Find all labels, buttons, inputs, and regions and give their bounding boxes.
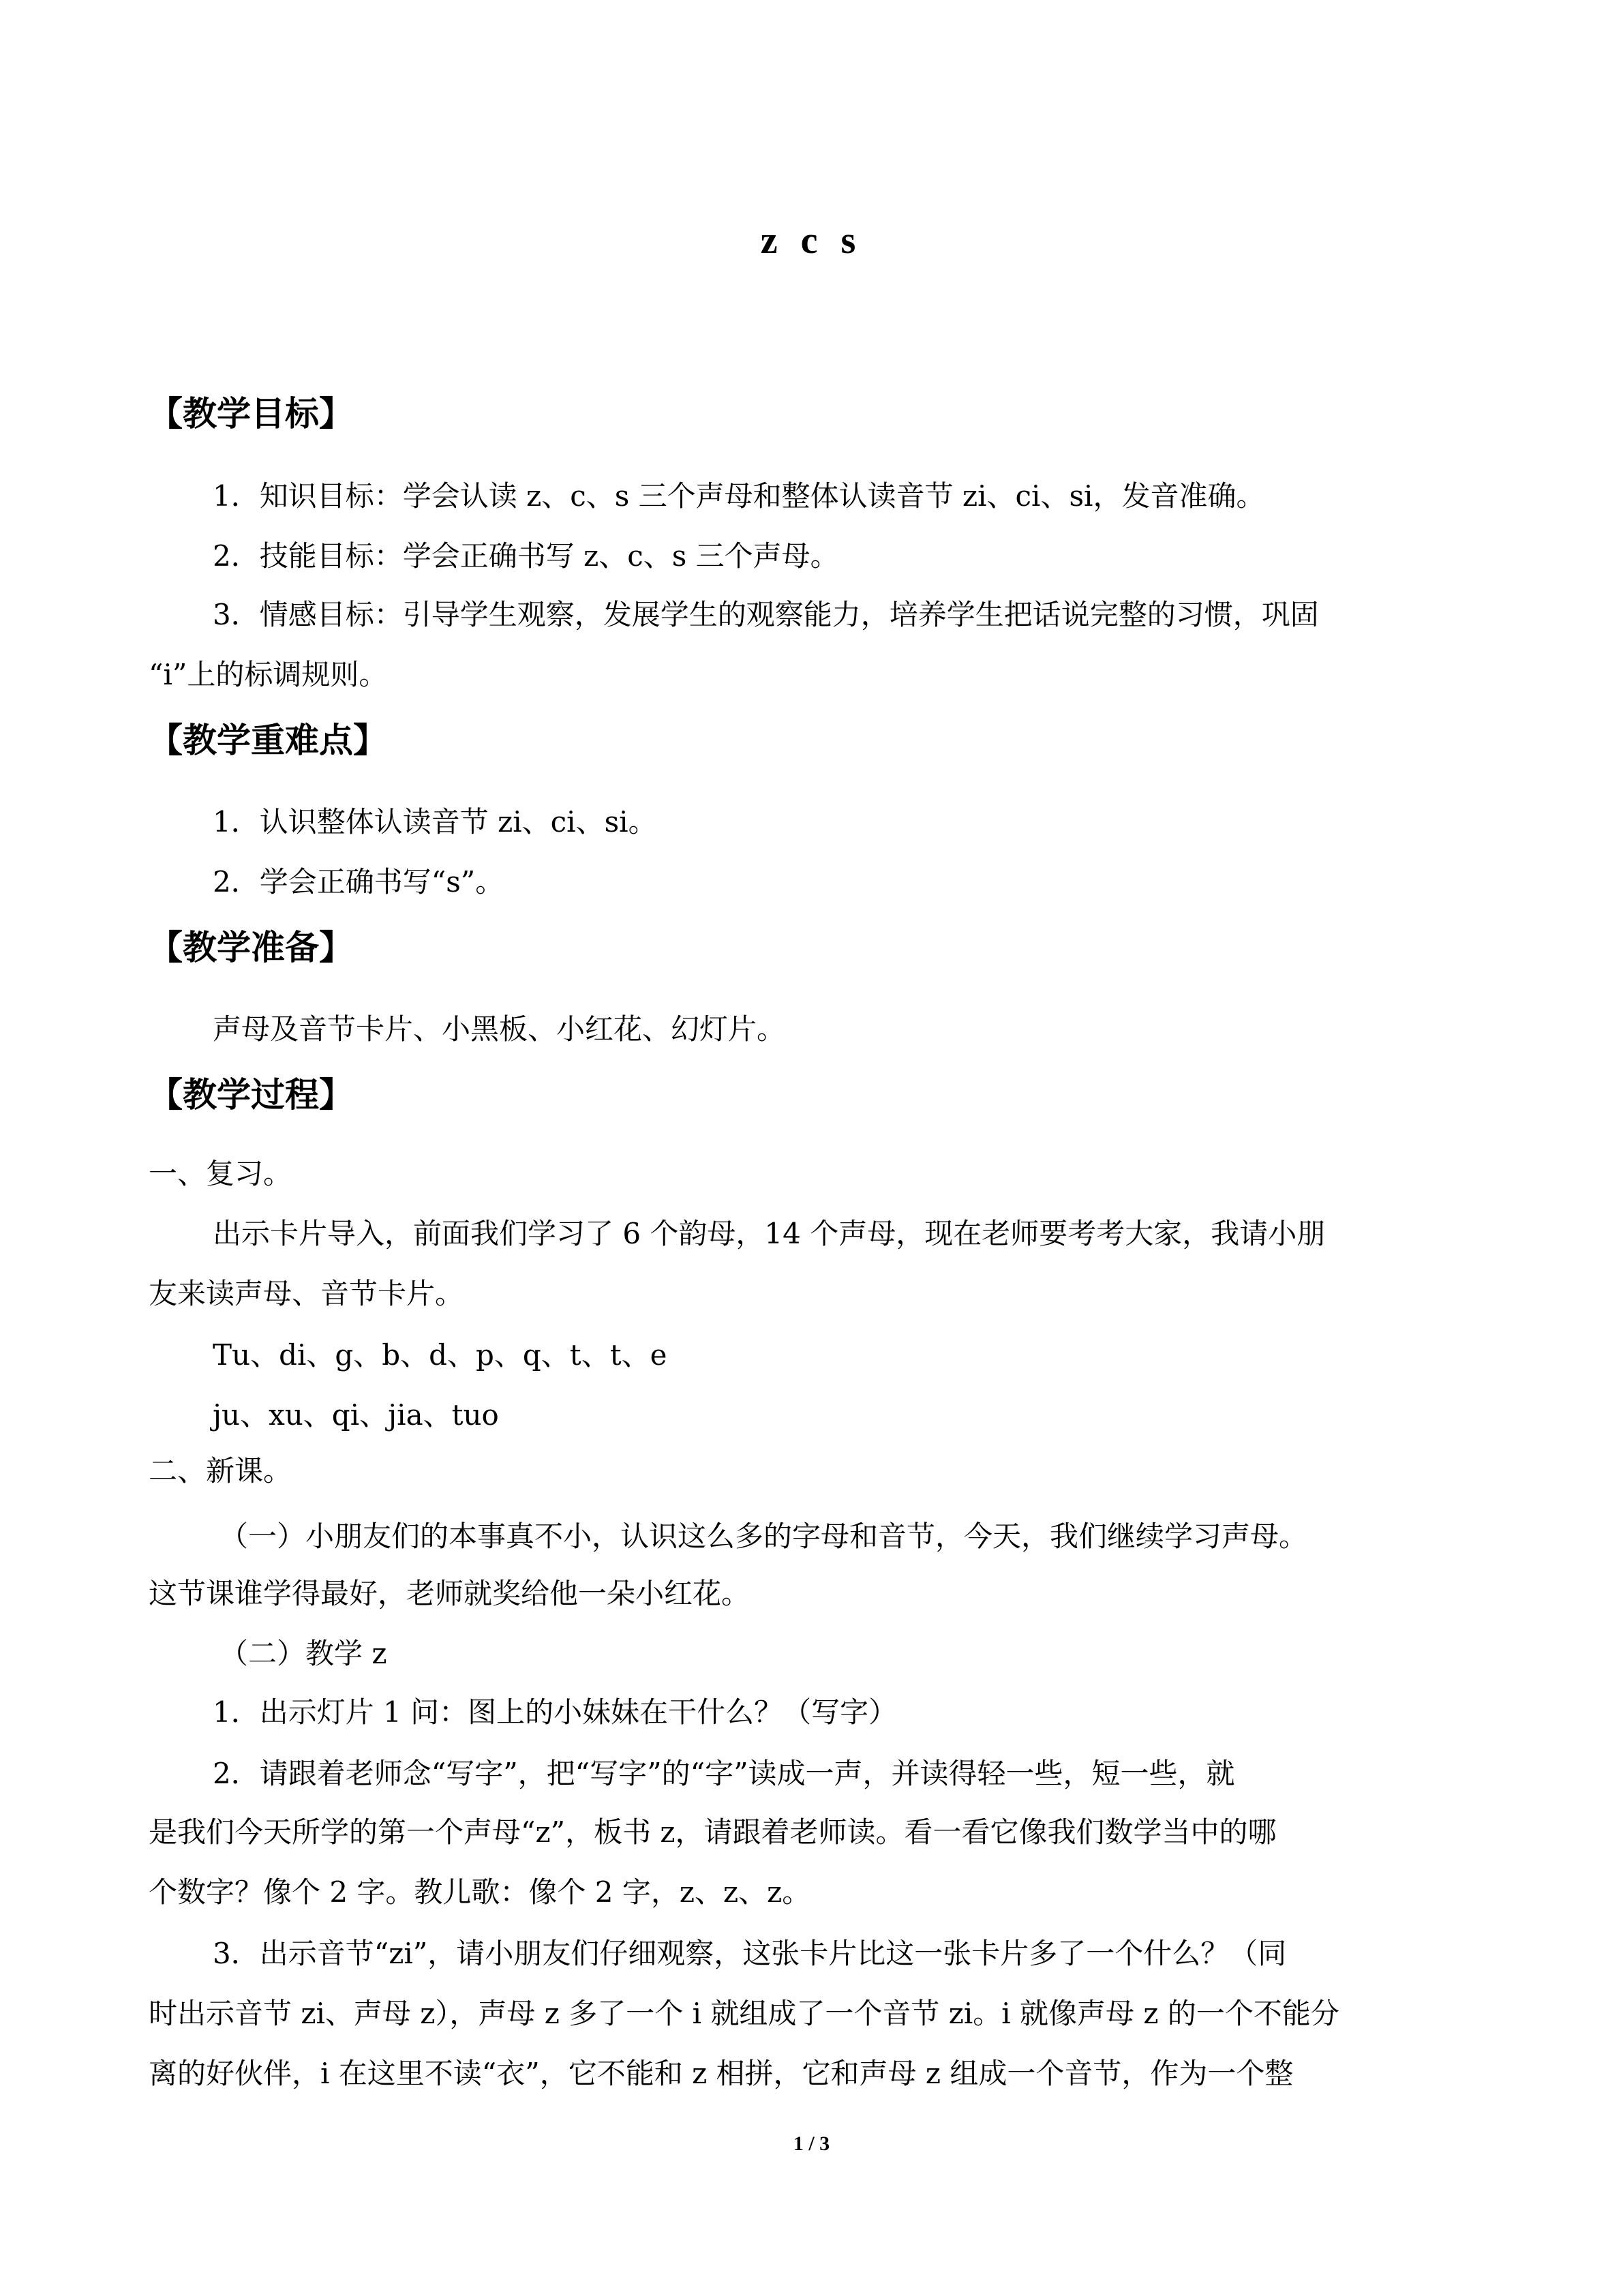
process-line-2: 出示卡片导入，前面我们学习了 6 个韵母，14 个声母，现在老师要考考大家，我请小朋 xyxy=(213,1217,1326,1250)
section-heading-process: 【教学过程】 xyxy=(149,1075,353,1115)
process-line-10: 1．出示灯片 1 问：图上的小妹妹在干什么？（写字） xyxy=(213,1695,898,1729)
process-line-13: 个数字？像个 2 字。教儿歌：像个 2 字，z、z、z。 xyxy=(149,1875,811,1909)
key-points-line-2: 2．学会正确书写“s”。 xyxy=(213,865,504,898)
process-line-9: （二）教学 z xyxy=(219,1637,387,1670)
goals-line-1: 1．知识目标：学会认读 z、c、s 三个声母和整体认读音节 zi、ci、si，发音准确。 xyxy=(213,479,1265,513)
section-heading-prep: 【教学准备】 xyxy=(149,928,353,967)
prep-line-1: 声母及音节卡片、小黑板、小红花、幻灯片。 xyxy=(213,1012,786,1046)
document-title: z c s xyxy=(760,220,863,262)
page-number: 1 / 3 xyxy=(793,2132,830,2155)
process-line-16: 离的好伙伴，i 在这里不读“衣”，它不能和 z 相拼，它和声母 z 组成一个音节，作为一个整 xyxy=(149,2057,1294,2090)
process-line-11: 2．请跟着老师念“写字”，把“写字”的“字”读成一声，并读得轻一些，短一些，就 xyxy=(213,1757,1235,1790)
goals-line-4: “i”上的标调规则。 xyxy=(149,658,388,691)
process-line-7: （一）小朋友们的本事真不小，认识这么多的字母和音节，今天，我们继续学习声母。 xyxy=(219,1520,1308,1553)
process-line-1: 一、复习。 xyxy=(149,1157,292,1190)
process-line-5: ju、xu、qi、jia、tuo xyxy=(213,1398,499,1432)
process-line-8: 这节课谁学得最好，老师就奖给他一朵小红花。 xyxy=(149,1577,750,1610)
process-line-15: 时出示音节 zi、声母 z），声母 z 多了一个 i 就组成了一个音节 zi。i 就像声母 z 的一个不能分 xyxy=(149,1997,1339,2030)
process-line-3: 友来读声母、音节卡片。 xyxy=(149,1277,464,1310)
section-heading-key-points: 【教学重难点】 xyxy=(149,721,387,760)
section-heading-goals: 【教学目标】 xyxy=(149,394,353,434)
process-line-6: 二、新课。 xyxy=(149,1454,292,1487)
process-line-4: Tu、di、g、b、d、p、q、t、t、e xyxy=(213,1338,667,1372)
goals-line-2: 2．技能目标：学会正确书写 z、c、s 三个声母。 xyxy=(213,539,839,573)
process-line-14: 3．出示音节“zi”，请小朋友们仔细观察，这张卡片比这一张卡片多了一个什么？（同 xyxy=(213,1937,1287,1970)
process-line-12: 是我们今天所学的第一个声母“z”，板书 z，请跟着老师读。看一看它像我们数学当中的哪 xyxy=(149,1815,1277,1849)
key-points-line-1: 1．认识整体认读音节 zi、ci、si。 xyxy=(213,805,657,839)
goals-line-3: 3．情感目标：引导学生观察，发展学生的观察能力，培养学生把话说完整的习惯，巩固 xyxy=(213,598,1319,631)
